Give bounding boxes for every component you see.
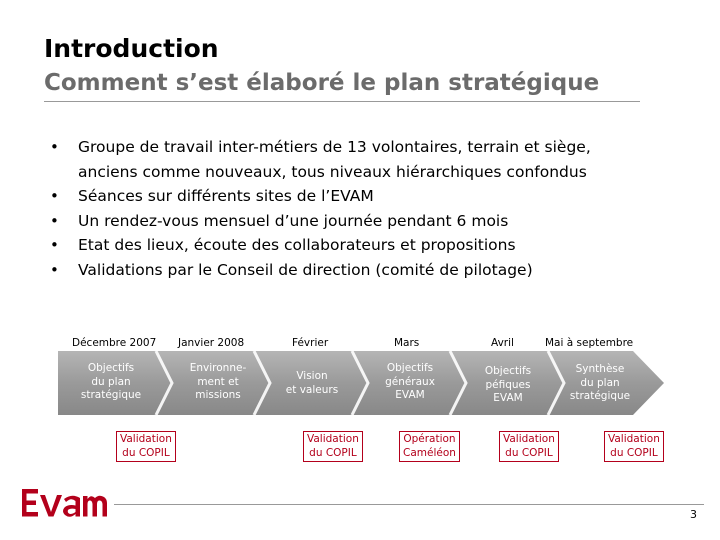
bullet-item: • Groupe de travail inter-métiers de 13 volontaires, terrain et siège, anciens comme nouveaux, tous niveaux hiérarchiques confondus [50,135,650,184]
step-line: Objectifs [484,365,532,377]
box-line: Validation [608,433,660,445]
page-number: 3 [690,508,697,521]
box-line: du COPIL [309,446,357,459]
step-line: du plan [91,375,131,388]
timeline-date-january: Janvier 2008 [178,337,245,349]
step-line: Environne- [189,362,247,374]
slide-title: Introduction [44,34,219,63]
validation-copil-box [604,431,664,462]
bullet-item: • Etat des lieux, écoute des collaborateurs et propositions [50,233,650,258]
title-divider [44,101,640,102]
step-line: et valeurs [285,383,339,396]
footer-divider [114,504,704,505]
validation-copil-box [303,431,363,462]
step-objectifs-plan [62,362,160,403]
step-objectifs-generaux [362,362,458,403]
step-line: Vision [296,370,328,382]
timeline-date-march: Mars [394,337,420,349]
validation-copil-box [499,431,559,462]
bullet-item: • Un rendez-vous mensuel d’une journée pendant 6 mois [50,209,650,234]
box-line: Validation [503,433,555,445]
box-line: du COPIL [610,446,658,459]
bullet-list [50,135,650,283]
box-line: Validation [120,433,172,445]
box-line: Caméléon [403,446,456,459]
step-line: stratégique [80,389,142,401]
validation-copil-box [116,431,176,462]
timeline-date-february: Février [292,337,329,349]
step-line: péfiques [485,378,531,391]
box-line: Opération [403,433,456,445]
evam-logo [20,485,110,521]
operation-cameleon-box [399,431,460,462]
step-line: du plan [580,376,620,389]
timeline-date-may-september: Mai à septembre [545,337,634,349]
step-line: Synthèse [575,363,625,375]
step-synthese [552,363,648,404]
step-line: stratégique [569,390,631,402]
slide-subtitle: Comment s’est élaboré le plan stratégique [44,70,600,96]
bullet-item: • Séances sur différents sites de l’EVAM [50,184,650,209]
box-line: du COPIL [122,446,170,459]
box-line: Validation [307,433,359,445]
step-line: généraux [385,375,435,388]
timeline-date-december: Décembre 2007 [72,337,157,349]
step-objectifs-specifiques [460,365,556,406]
box-line: du COPIL [505,446,553,459]
step-vision-valeurs [264,370,360,397]
timeline-date-april: Avril [491,337,514,349]
step-line: ment et [197,375,239,388]
step-line: Objectifs [87,362,135,374]
step-line: Objectifs [386,362,434,374]
step-environnement [170,362,266,403]
bullet-item: • Validations par le Conseil de direction (comité de pilotage) [50,258,650,283]
step-line: EVAM [395,389,425,401]
step-line: EVAM [493,392,523,404]
step-line: missions [195,389,241,401]
